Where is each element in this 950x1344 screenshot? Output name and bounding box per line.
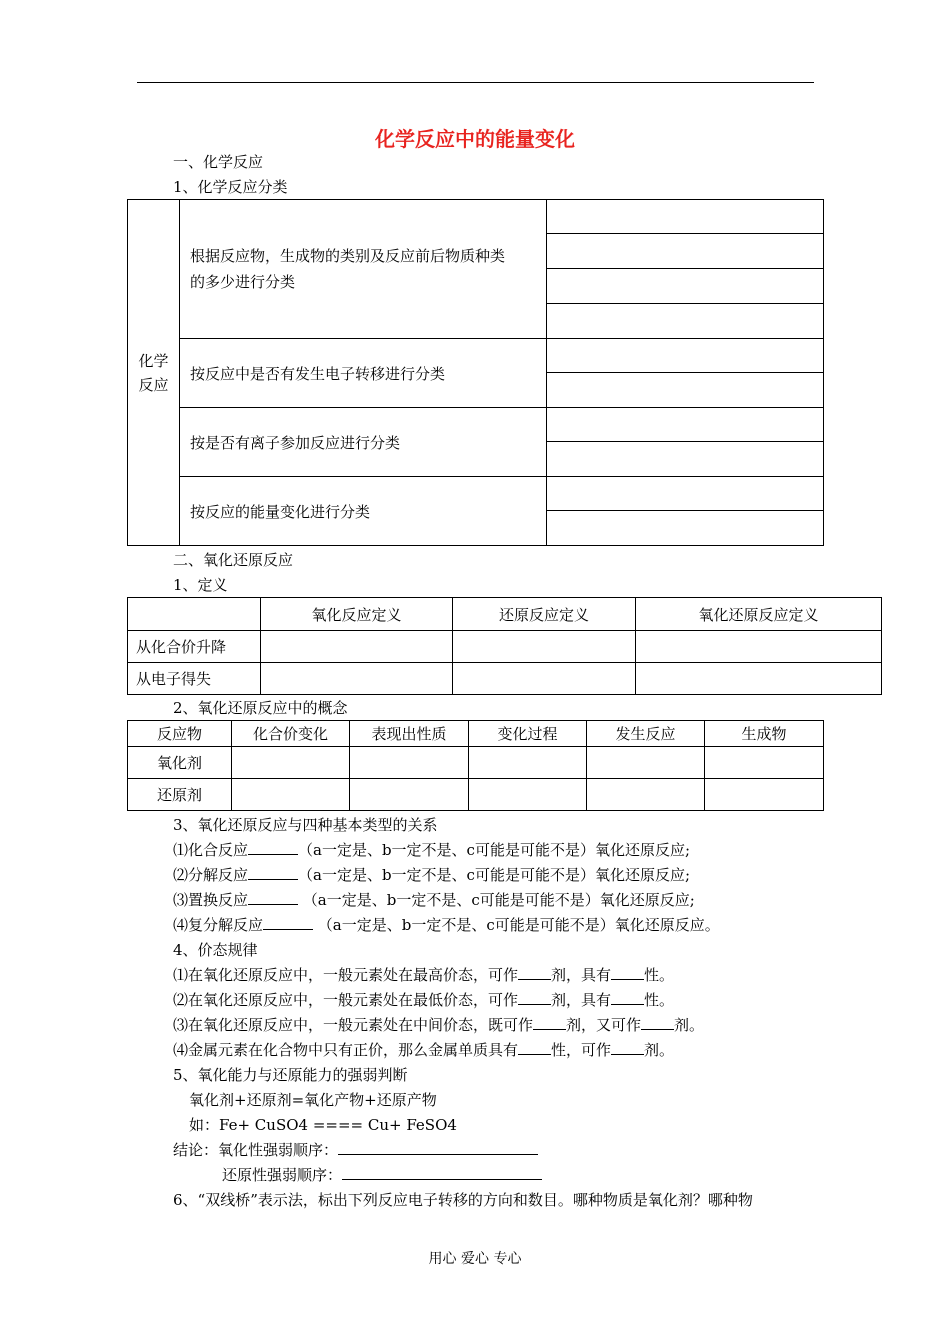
subheading-concepts: 2、氧化还原反应中的概念	[173, 699, 348, 717]
subheading-relations: 3、氧化还原反应与四种基本类型的关系	[173, 816, 438, 834]
table-header: 变化过程	[469, 721, 587, 747]
table-header: 反应物	[128, 721, 232, 747]
fill-blank[interactable]	[263, 915, 313, 930]
label-top: 化学	[138, 351, 169, 370]
row-label: 从电子得失	[128, 663, 261, 695]
table-header: 发生反应	[587, 721, 705, 747]
valence-item	[173, 965, 674, 985]
section-heading-2: 二、氧化还原反应	[173, 551, 294, 569]
fill-blank[interactable]	[342, 1165, 542, 1180]
fill-blank[interactable]	[611, 965, 644, 980]
fill-blank[interactable]	[611, 1040, 644, 1055]
valence-text: 性。	[644, 991, 675, 1009]
answer-cell[interactable]	[469, 779, 587, 811]
conclusion-label: 结论：氧化性强弱顺序：	[173, 1141, 339, 1159]
valence-text: 剂。	[674, 1016, 705, 1034]
conclusion-reducing	[222, 1165, 542, 1185]
fill-blank[interactable]	[338, 1140, 538, 1155]
table-header: 表现出性质	[350, 721, 469, 747]
valence-text: 剂。	[644, 1041, 675, 1059]
subheading-definition: 1、定义	[173, 576, 228, 594]
subheading-valence: 4、价态规律	[173, 941, 258, 959]
answer-cell[interactable]	[636, 663, 882, 695]
valence-text: ⑶在氧化还原反应中，一般元素处在中间价态，既可作	[173, 1016, 534, 1034]
fill-blank[interactable]	[518, 965, 551, 980]
definition-table	[127, 597, 882, 695]
header-rule	[137, 82, 814, 83]
relation-text: （a一定是、b一定不是、c可能是可能不是）氧化还原反应;	[298, 891, 695, 909]
subheading-classification: 1、化学反应分类	[173, 178, 288, 196]
relation-item	[173, 865, 690, 885]
section-heading-1: 一、化学反应	[173, 153, 264, 171]
answer-cell[interactable]	[453, 663, 636, 695]
table-header	[128, 598, 261, 631]
answer-cell[interactable]	[705, 779, 824, 811]
table-header: 氧化还原反应定义	[636, 598, 882, 631]
answer-cell[interactable]	[261, 663, 453, 695]
relation-item	[173, 840, 690, 860]
answer-cell[interactable]	[705, 747, 824, 779]
valence-text: 性。	[644, 966, 675, 984]
relation-text: （a一定是、b一定不是、c可能是可能不是）氧化还原反应。	[313, 916, 720, 934]
answer-cell[interactable]	[547, 234, 824, 269]
fill-blank[interactable]	[518, 990, 551, 1005]
classification-criterion: 按是否有离子参加反应进行分类	[180, 408, 547, 477]
answer-cell[interactable]	[636, 631, 882, 663]
concept-table	[127, 720, 824, 811]
conclusion-label: 还原性强弱顺序：	[222, 1166, 343, 1184]
row-label: 从化合价升降	[128, 631, 261, 663]
classification-table	[127, 199, 824, 546]
row-label: 还原剂	[128, 779, 232, 811]
valence-text: 剂，具有	[551, 966, 612, 984]
fill-blank[interactable]	[248, 890, 298, 905]
relation-item	[173, 915, 720, 935]
answer-cell[interactable]	[350, 747, 469, 779]
valence-text: ⑷金属元素在化合物中只有正价，那么金属单质具有	[173, 1041, 519, 1059]
answer-cell[interactable]	[547, 269, 824, 304]
answer-cell[interactable]	[547, 339, 824, 373]
answer-cell[interactable]	[547, 442, 824, 477]
fill-blank[interactable]	[533, 1015, 566, 1030]
general-formula: 氧化剂+还原剂=氧化产物+还原产物	[189, 1091, 437, 1109]
subheading-strength: 5、氧化能力与还原能力的强弱判断	[173, 1066, 408, 1084]
page-title: 化学反应中的能量变化	[375, 127, 575, 151]
conclusion-oxidizing	[173, 1140, 538, 1160]
valence-item	[173, 990, 674, 1010]
answer-cell[interactable]	[261, 631, 453, 663]
valence-text: 性，可作	[551, 1041, 612, 1059]
answer-cell[interactable]	[587, 747, 705, 779]
answer-cell[interactable]	[469, 747, 587, 779]
table-row-label	[128, 200, 180, 546]
table-header: 还原反应定义	[453, 598, 636, 631]
answer-cell[interactable]	[547, 477, 824, 511]
fill-blank[interactable]	[248, 865, 298, 880]
table-header: 氧化反应定义	[261, 598, 453, 631]
answer-cell[interactable]	[232, 779, 350, 811]
subheading-double-bridge: 6、“双线桥”表示法，标出下列反应电子转移的方向和数目。哪种物质是氧化剂？哪种物	[173, 1191, 753, 1209]
answer-cell[interactable]	[350, 779, 469, 811]
relation-text: ⑶置换反应	[173, 891, 249, 909]
answer-cell[interactable]	[453, 631, 636, 663]
page-footer: 用心 爱心 专心	[428, 1251, 522, 1267]
relation-text: ⑵分解反应	[173, 866, 249, 884]
table-header: 化合价变化	[232, 721, 350, 747]
fill-blank[interactable]	[611, 990, 644, 1005]
relation-item	[173, 890, 695, 910]
answer-cell[interactable]	[587, 779, 705, 811]
valence-text: 剂，具有	[551, 991, 612, 1009]
answer-cell[interactable]	[547, 408, 824, 442]
answer-cell[interactable]	[232, 747, 350, 779]
example-reaction: 如：Fe+ CuSO4 ==== Cu+ FeSO4	[189, 1116, 457, 1134]
relation-text: （a一定是、b一定不是、c可能是可能不是）氧化还原反应;	[298, 866, 691, 884]
classification-criterion: 按反应的能量变化进行分类	[180, 477, 547, 546]
answer-cell[interactable]	[547, 304, 824, 339]
answer-cell[interactable]	[547, 200, 824, 234]
valence-text: ⑵在氧化还原反应中，一般元素处在最低价态，可作	[173, 991, 519, 1009]
relation-text: （a一定是、b一定不是、c可能是可能不是）氧化还原反应;	[298, 841, 691, 859]
relation-text: ⑷复分解反应	[173, 916, 264, 934]
label-bottom: 反应	[138, 375, 169, 394]
criterion-text: 根据反应物，生成物的类别及反应前后物质种类	[190, 247, 506, 265]
fill-blank[interactable]	[518, 1040, 551, 1055]
table-header: 生成物	[705, 721, 824, 747]
row-label: 氧化剂	[128, 747, 232, 779]
valence-text: 剂，又可作	[566, 1016, 642, 1034]
classification-criterion	[180, 200, 547, 339]
criterion-text: 的多少进行分类	[190, 273, 296, 291]
valence-item	[173, 1040, 674, 1060]
answer-cell[interactable]	[547, 373, 824, 408]
relation-text: ⑴化合反应	[173, 841, 249, 859]
answer-cell[interactable]	[547, 511, 824, 546]
valence-item	[173, 1015, 704, 1035]
classification-criterion: 按反应中是否有发生电子转移进行分类	[180, 339, 547, 408]
valence-text: ⑴在氧化还原反应中，一般元素处在最高价态，可作	[173, 966, 519, 984]
fill-blank[interactable]	[248, 840, 298, 855]
fill-blank[interactable]	[641, 1015, 674, 1030]
